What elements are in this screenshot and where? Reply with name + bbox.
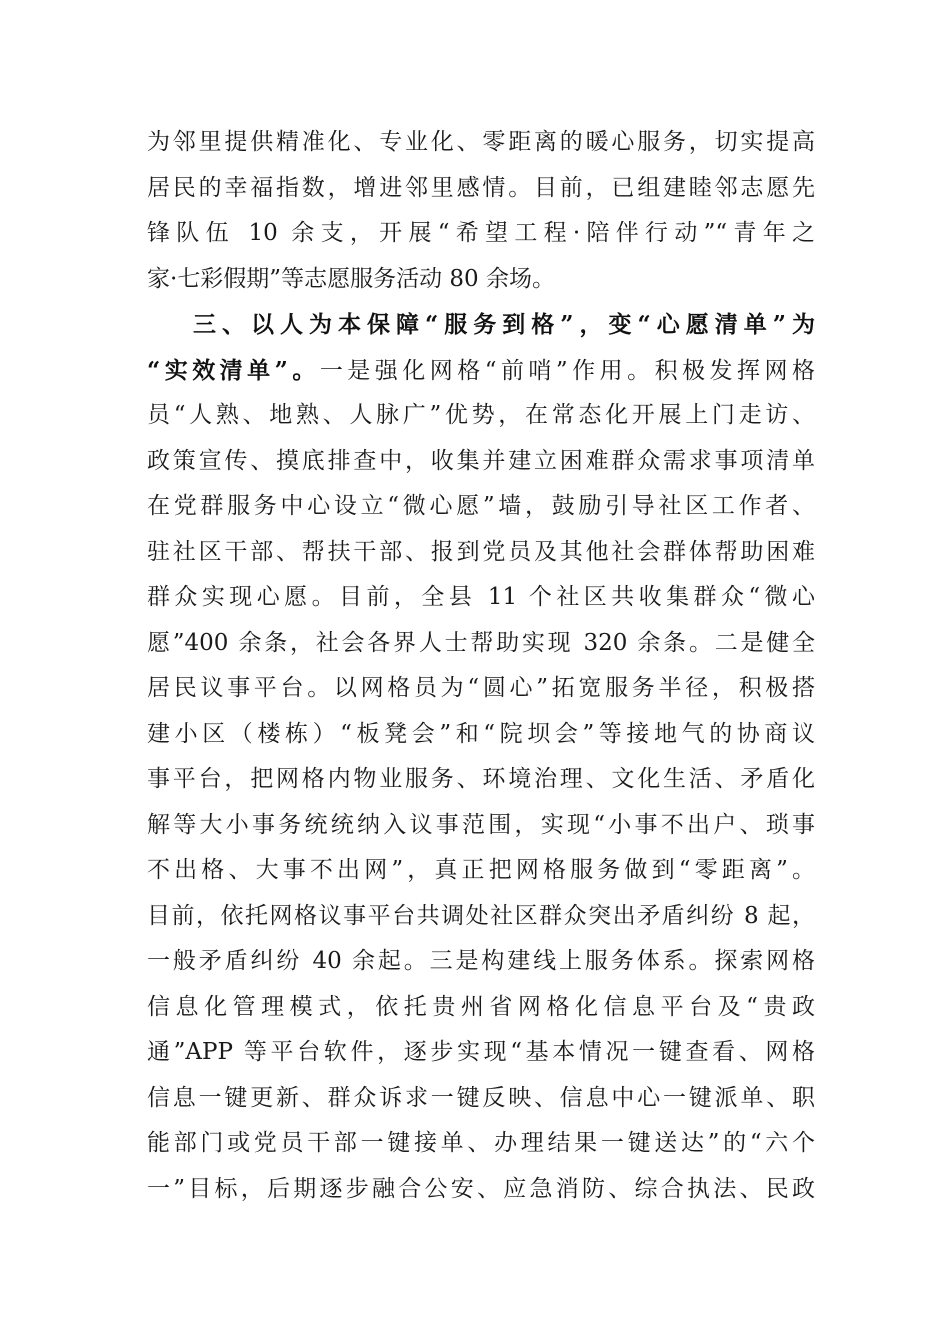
text-line: 建小区（楼栋）“板凳会”和“院坝会”等接地气的协商议 bbox=[147, 720, 815, 747]
text-line: 一般矛盾纠纷 40 余起。三是构建线上服务体系。探索网格 bbox=[147, 948, 815, 974]
text-line: 驻社区干部、帮扶干部、报到党员及其他社会群体帮助困难 bbox=[147, 538, 815, 565]
text-line: 解等大小事务统统纳入议事范围，实现“小事不出户、琐事 bbox=[147, 811, 815, 838]
text-line: 员“人熟、地熟、人脉广”优势，在常态化开展上门走访、 bbox=[147, 402, 815, 428]
paragraph-volunteer-service bbox=[147, 120, 815, 302]
text-line: 居民的幸福指数，增进邻里感情。目前，已组建睦邻志愿先 bbox=[147, 174, 815, 201]
text-line bbox=[147, 348, 815, 394]
text-line: 政策宣传、摸底排查中，收集并建立困难群众需求事项清单 bbox=[147, 447, 815, 474]
text-line: 愿”400 余条，社会各界人士帮助实现 320 余条。二是健全 bbox=[147, 629, 815, 656]
text-line: 不出格、大事不出网”，真正把网格服务做到“零距离”。 bbox=[147, 857, 815, 883]
text-line: 目前，依托网格议事平台共调处社区群众突出矛盾纠纷 8 起， bbox=[147, 902, 815, 929]
text-line: 通”APP 等平台软件，逐步实现“基本情况一键查看、网格 bbox=[147, 1039, 815, 1065]
text-line: 一”目标，后期逐步融合公安、应急消防、综合执法、民政 bbox=[147, 1175, 815, 1202]
paragraph-grid-service bbox=[147, 302, 815, 1212]
text-line: 锋队伍 10 余支，开展“希望工程·陪伴行动”“青年之 bbox=[147, 220, 815, 246]
text-line-rest: 一是强化网格“前哨”作用。积极发挥网格 bbox=[319, 357, 815, 384]
text-line: 家·七彩假期”等志愿服务活动 80 余场。 bbox=[147, 265, 555, 292]
text-line: 居民议事平台。以网格员为“圆心”拓宽服务半径，积极搭 bbox=[147, 675, 815, 701]
text-line: 在党群服务中心设立“微心愿”墙，鼓励引导社区工作者、 bbox=[147, 493, 815, 519]
text-line: 信息一键更新、群众诉求一键反映、信息中心一键派单、职 bbox=[147, 1084, 815, 1111]
text-line: 信息化管理模式，依托贵州省网格化信息平台及“贵政 bbox=[147, 993, 815, 1020]
text-line: 事平台，把网格内物业服务、环境治理、文化生活、矛盾化 bbox=[147, 766, 815, 792]
text-line: 能部门或党员干部一键接单、办理结果一键送达”的“六个 bbox=[147, 1130, 815, 1156]
text-line: 为邻里提供精准化、专业化、零距离的暖心服务，切实提高 bbox=[147, 129, 815, 155]
document-body bbox=[147, 120, 815, 1212]
section-heading-continued: “实效清单”。 bbox=[147, 356, 320, 384]
section-heading: 三、以人为本保障“服务到格”，变“心愿清单”为 bbox=[193, 311, 815, 338]
text-line: 群众实现心愿。目前，全县 11 个社区共收集群众“微心 bbox=[147, 584, 815, 610]
